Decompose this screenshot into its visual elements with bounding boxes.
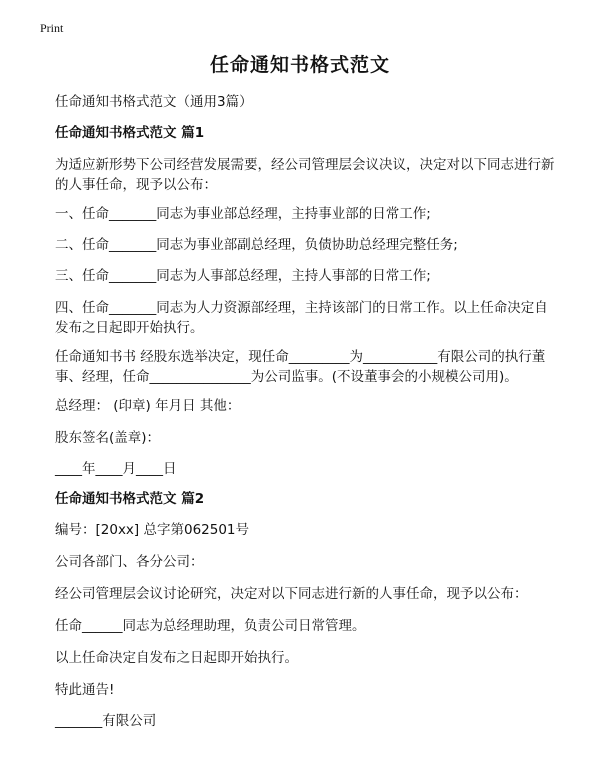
section1-paragraph-4: 三、任命_______同志为人事部总经理，主持人事部的日常工作; xyxy=(55,268,431,284)
section2-paragraph-6: 特此通告! xyxy=(55,682,115,698)
section1-paragraph-6: 任命通知书书 经股东选举决定，现任命_________为___________有限公司的执行董事、经理，任命_______________为公司监事。(不设董事会的小规模公司用)。 xyxy=(55,349,546,385)
section2-signature-line: _______有限公司 xyxy=(55,713,157,729)
section1-paragraph-7: 总经理： (印章) 年月日 其他： xyxy=(55,398,241,414)
section1-date-line: ____年____月____日 xyxy=(55,461,177,477)
section1-paragraph-5: 四、任命_______同志为人力资源部经理，主持该部门的日常工作。以上任命决定自发布之日起即开始执行。 xyxy=(55,300,548,336)
section2-paragraph-3: 经公司管理层会议讨论研究，决定对以下同志进行新的人事任命，现予以公布： xyxy=(55,586,528,602)
section2-paragraph-1: 编号：[20xx] 总字第062501号 xyxy=(55,522,250,538)
section2-paragraph-2: 公司各部门、各分公司： xyxy=(55,554,204,570)
section2-paragraph-5: 以上任命决定自发布之日起即开始执行。 xyxy=(55,650,298,666)
section1-paragraph-3: 二、任命_______同志为事业部副总经理，负债协助总经理完整任务; xyxy=(55,237,458,253)
section1-paragraph-2: 一、任命_______同志为事业部总经理，主持事业部的日常工作; xyxy=(55,206,431,222)
print-link[interactable]: Print xyxy=(40,21,64,35)
section2-heading: 任命通知书格式范文 篇2 xyxy=(55,491,205,507)
section1-paragraph-1: 为适应新形势下公司经营发展需要，经公司管理层会议决议，决定对以下同志进行新的人事任命，现予以公布： xyxy=(55,157,555,193)
document-subtitle: 任命通知书格式范文（通用3篇） xyxy=(55,94,253,110)
section1-heading: 任命通知书格式范文 篇1 xyxy=(55,125,205,141)
section1-paragraph-8: 股东签名(盖章)： xyxy=(55,430,161,446)
document-title: 任命通知书格式范文 xyxy=(209,54,390,76)
section2-paragraph-4: 任命______同志为总经理助理，负责公司日常管理。 xyxy=(55,618,366,634)
